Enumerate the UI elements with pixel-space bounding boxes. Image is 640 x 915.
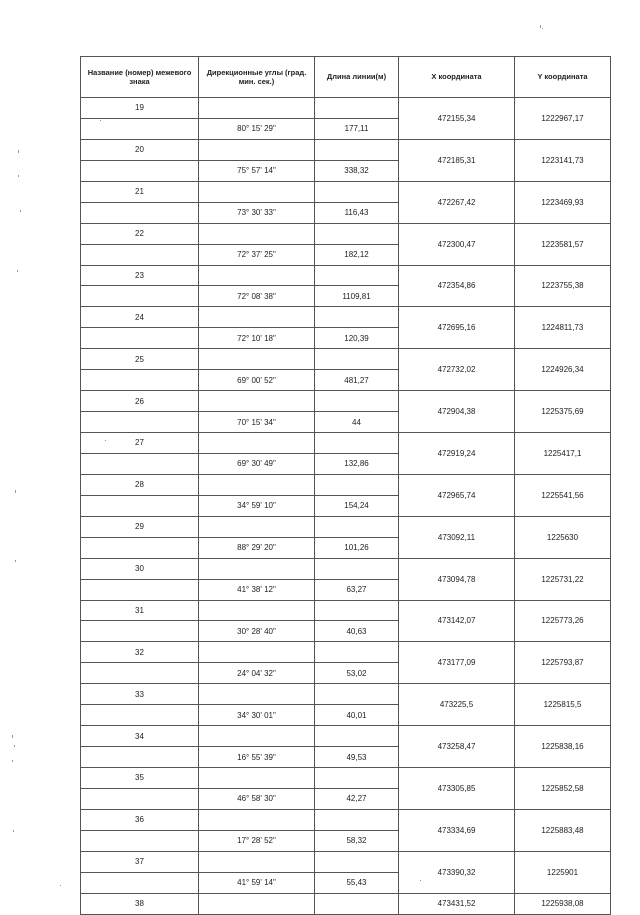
empty-angle-cell [199,600,315,621]
empty-name-cell [81,747,199,768]
empty-angle-cell [199,893,315,914]
empty-length-cell [315,391,399,412]
point-row [81,893,611,914]
line-length-cell: 58,32 [315,830,399,851]
point-row [81,349,611,370]
line-length-cell: 132,86 [315,453,399,474]
x-coordinate-cell: 473431,52 [399,893,515,914]
point-row [81,98,611,119]
line-length-cell: 40,01 [315,705,399,726]
empty-name-cell [81,286,199,307]
x-coordinate-cell: 473094,78 [399,558,515,600]
empty-name-cell [81,872,199,893]
y-coordinate-cell: 1225630 [515,516,611,558]
direction-angle-cell: 30° 28' 40" [199,621,315,642]
empty-name-cell [81,453,199,474]
empty-length-cell [315,474,399,495]
direction-angle-cell: 70° 15' 34" [199,412,315,433]
direction-angle-cell: 46° 58' 30" [199,788,315,809]
x-coordinate-cell: 473390,32 [399,851,515,893]
empty-name-cell [81,202,199,223]
x-coordinate-cell: 473092,11 [399,516,515,558]
header-point-name: Название (номер) межевого знака [81,57,199,98]
direction-angle-cell: 41° 38' 12" [199,579,315,600]
point-name-cell: 37 [81,851,199,872]
point-name-cell: 28 [81,474,199,495]
x-coordinate-cell: 473258,47 [399,726,515,768]
line-length-cell: 44 [315,412,399,433]
y-coordinate-cell: 1223581,57 [515,223,611,265]
empty-length-cell [315,726,399,747]
empty-length-cell [315,98,399,119]
empty-angle-cell [199,349,315,370]
empty-length-cell [315,516,399,537]
empty-name-cell [81,788,199,809]
empty-name-cell [81,537,199,558]
direction-angle-cell: 80° 15' 29" [199,118,315,139]
empty-name-cell [81,160,199,181]
table-header-row [81,57,611,98]
empty-length-cell [315,433,399,454]
y-coordinate-cell: 1225852,58 [515,768,611,810]
line-length-cell: 116,43 [315,202,399,223]
direction-angle-cell: 16° 55' 39" [199,747,315,768]
empty-angle-cell [199,391,315,412]
point-row [81,642,611,663]
table-body [81,98,611,915]
x-coordinate-cell: 473177,09 [399,642,515,684]
point-row [81,809,611,830]
empty-name-cell [81,370,199,391]
empty-length-cell [315,349,399,370]
point-name-cell: 36 [81,809,199,830]
point-name-cell: 33 [81,684,199,705]
header-direction-angle: Дирекционные углы (град. мин. сек.) [199,57,315,98]
empty-name-cell [81,244,199,265]
x-coordinate-cell: 473305,85 [399,768,515,810]
line-length-cell: 55,43 [315,872,399,893]
empty-angle-cell [199,433,315,454]
line-length-cell: 42,27 [315,788,399,809]
boundary-coordinates-table [80,56,611,915]
x-coordinate-cell: 472267,42 [399,181,515,223]
point-name-cell: 25 [81,349,199,370]
line-length-cell: 182,12 [315,244,399,265]
empty-angle-cell [199,558,315,579]
point-row [81,474,611,495]
header-line-length: Длина линии(м) [315,57,399,98]
point-row [81,223,611,244]
point-name-cell: 23 [81,265,199,286]
line-length-cell: 63,27 [315,579,399,600]
point-name-cell: 34 [81,726,199,747]
line-length-cell: 53,02 [315,663,399,684]
point-row [81,433,611,454]
point-name-cell: 22 [81,223,199,244]
empty-name-cell [81,663,199,684]
point-name-cell: 19 [81,98,199,119]
y-coordinate-cell: 1224811,73 [515,307,611,349]
y-coordinate-cell: 1225793,87 [515,642,611,684]
empty-name-cell [81,579,199,600]
direction-angle-cell: 34° 30' 01" [199,705,315,726]
point-row [81,558,611,579]
point-row [81,516,611,537]
direction-angle-cell: 88° 29' 20" [199,537,315,558]
line-length-cell: 481,27 [315,370,399,391]
x-coordinate-cell: 472300,47 [399,223,515,265]
empty-length-cell [315,642,399,663]
y-coordinate-cell: 1224926,34 [515,349,611,391]
point-row [81,684,611,705]
line-length-cell: 154,24 [315,495,399,516]
y-coordinate-cell: 1225417,1 [515,433,611,475]
point-name-cell: 26 [81,391,199,412]
y-coordinate-cell: 1223755,38 [515,265,611,307]
empty-length-cell [315,139,399,160]
header-x-coordinate: X координата [399,57,515,98]
empty-name-cell [81,621,199,642]
point-name-cell: 29 [81,516,199,537]
direction-angle-cell: 72° 08' 38" [199,286,315,307]
empty-angle-cell [199,265,315,286]
empty-length-cell [315,600,399,621]
x-coordinate-cell: 473334,69 [399,809,515,851]
empty-name-cell [81,830,199,851]
y-coordinate-cell: 1225815,5 [515,684,611,726]
point-row [81,600,611,621]
line-length-cell: 49,53 [315,747,399,768]
point-row [81,851,611,872]
empty-angle-cell [199,223,315,244]
empty-angle-cell [199,768,315,789]
y-coordinate-cell: 1225773,26 [515,600,611,642]
empty-length-cell [315,809,399,830]
empty-angle-cell [199,181,315,202]
empty-name-cell [81,328,199,349]
line-length-cell: 101,26 [315,537,399,558]
empty-angle-cell [199,851,315,872]
empty-angle-cell [199,139,315,160]
direction-angle-cell: 34° 59' 10" [199,495,315,516]
empty-angle-cell [199,307,315,328]
empty-length-cell [315,181,399,202]
direction-angle-cell: 24° 04' 32" [199,663,315,684]
empty-name-cell [81,495,199,516]
empty-length-cell [315,684,399,705]
direction-angle-cell: 75° 57' 14" [199,160,315,181]
point-name-cell: 32 [81,642,199,663]
empty-angle-cell [199,726,315,747]
point-row [81,768,611,789]
y-coordinate-cell: 1225883,48 [515,809,611,851]
x-coordinate-cell: 472185,31 [399,139,515,181]
x-coordinate-cell: 472732,02 [399,349,515,391]
point-row [81,307,611,328]
x-coordinate-cell: 472919,24 [399,433,515,475]
empty-length-cell [315,893,399,914]
y-coordinate-cell: 1223141,73 [515,139,611,181]
x-coordinate-cell: 472695,16 [399,307,515,349]
direction-angle-cell: 73° 30' 33" [199,202,315,223]
point-name-cell: 27 [81,433,199,454]
header-y-coordinate: Y координата [515,57,611,98]
point-name-cell: 24 [81,307,199,328]
point-name-cell: 35 [81,768,199,789]
empty-length-cell [315,265,399,286]
point-row [81,391,611,412]
direction-angle-cell: 72° 37' 25" [199,244,315,265]
empty-angle-cell [199,98,315,119]
empty-angle-cell [199,809,315,830]
y-coordinate-cell: 1225901 [515,851,611,893]
direction-angle-cell: 17° 28' 52" [199,830,315,851]
y-coordinate-cell: 1225731,22 [515,558,611,600]
point-row [81,139,611,160]
point-name-cell: 20 [81,139,199,160]
y-coordinate-cell: 1225838,16 [515,726,611,768]
direction-angle-cell: 69° 30' 49" [199,453,315,474]
empty-length-cell [315,223,399,244]
x-coordinate-cell: 472965,74 [399,474,515,516]
x-coordinate-cell: 472354,86 [399,265,515,307]
x-coordinate-cell: 472904,38 [399,391,515,433]
line-length-cell: 338,32 [315,160,399,181]
empty-angle-cell [199,684,315,705]
empty-angle-cell [199,642,315,663]
line-length-cell: 1109,81 [315,286,399,307]
point-name-cell: 31 [81,600,199,621]
point-row [81,181,611,202]
empty-length-cell [315,558,399,579]
empty-length-cell [315,851,399,872]
empty-angle-cell [199,516,315,537]
x-coordinate-cell: 473225,5 [399,684,515,726]
direction-angle-cell: 72° 10' 18" [199,328,315,349]
point-name-cell: 38 [81,893,199,914]
line-length-cell: 120,39 [315,328,399,349]
empty-length-cell [315,307,399,328]
empty-name-cell [81,118,199,139]
line-length-cell: 40,63 [315,621,399,642]
empty-length-cell [315,768,399,789]
point-row [81,726,611,747]
direction-angle-cell: 41° 59' 14" [199,872,315,893]
empty-name-cell [81,412,199,433]
point-row [81,265,611,286]
point-name-cell: 30 [81,558,199,579]
x-coordinate-cell: 472155,34 [399,98,515,140]
x-coordinate-cell: 473142,07 [399,600,515,642]
y-coordinate-cell: 1222967,17 [515,98,611,140]
point-name-cell: 21 [81,181,199,202]
y-coordinate-cell: 1225541,56 [515,474,611,516]
empty-name-cell [81,705,199,726]
line-length-cell: 177,11 [315,118,399,139]
y-coordinate-cell: 1223469,93 [515,181,611,223]
y-coordinate-cell: 1225938,08 [515,893,611,914]
direction-angle-cell: 69° 00' 52" [199,370,315,391]
y-coordinate-cell: 1225375,69 [515,391,611,433]
empty-angle-cell [199,474,315,495]
